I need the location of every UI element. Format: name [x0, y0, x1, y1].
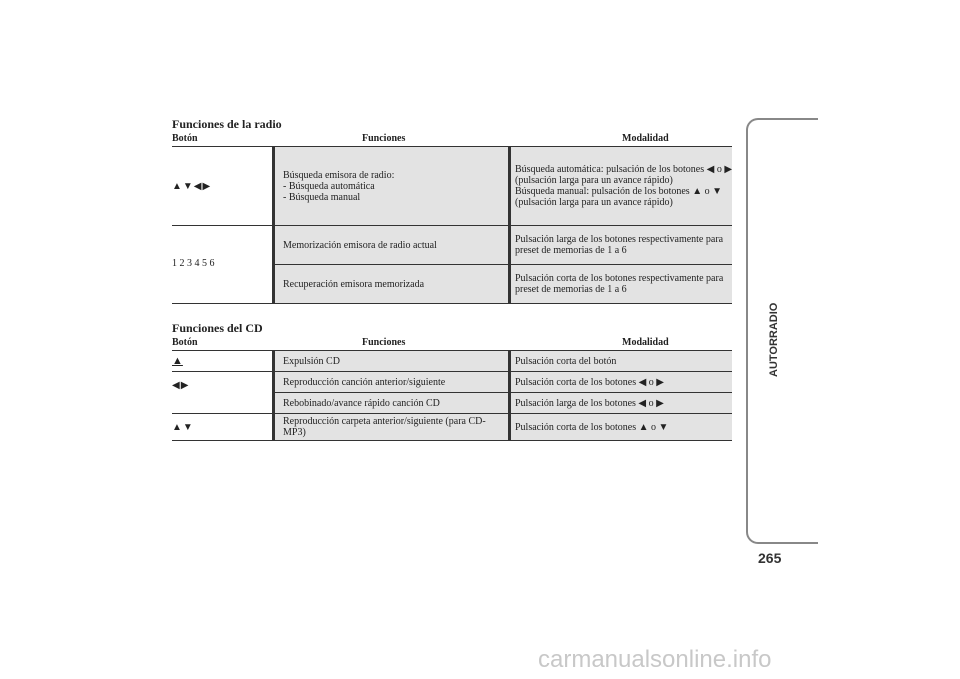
- header-functions: Funciones: [362, 133, 406, 144]
- table-row: [172, 351, 732, 372]
- radio-table: [172, 132, 732, 304]
- mode-cell: Pulsación larga de los botones respectivamente para preset de memorias de 1 a 6: [508, 226, 732, 264]
- table-row: [172, 147, 732, 226]
- function-cell: Reproducción canción anterior/siguiente: [272, 372, 508, 392]
- up-down-arrows-icon: ▲▼: [172, 421, 194, 433]
- left-right-arrows-icon: ◀▶: [172, 380, 190, 391]
- function-cell: Rebobinado/avance rápido canción CD: [272, 393, 508, 413]
- table-row: [172, 372, 732, 392]
- cd-section-title: Funciones del CD: [172, 321, 263, 335]
- watermark: carmanualsonline.info: [538, 646, 772, 673]
- arrow-buttons-icon: ▲▼◀▶: [172, 180, 212, 192]
- table-row: [172, 414, 732, 441]
- header-modality: Modalidad: [622, 133, 669, 144]
- mode-cell: Búsqueda automática: pulsación de los botones ◀ o ▶ (pulsación larga para un avance rápido) Búsqueda manual: pulsación de los botones ▲ o ▼ (pulsación larga para un avance rápido): [508, 147, 732, 225]
- function-cell: Recuperación emisora memorizada: [272, 265, 508, 303]
- mode-cell: Pulsación corta de los botones ▲ o ▼: [508, 414, 732, 440]
- page-number: 265: [758, 550, 782, 566]
- header-functions: Funciones: [362, 337, 406, 348]
- mode-cell: Pulsación corta de los botones ◀ o ▶: [508, 372, 732, 392]
- eject-icon: ▲: [172, 354, 183, 367]
- chapter-label: AUTORRADIO: [768, 302, 780, 378]
- function-cell: Expulsión CD: [272, 351, 508, 371]
- header-button: Botón: [172, 133, 198, 144]
- cd-table-header: [172, 336, 732, 351]
- function-cell: Búsqueda emisora de radio: - Búsqueda automática - Búsqueda manual: [272, 147, 508, 225]
- table-row: [172, 226, 732, 264]
- function-cell: Reproducción carpeta anterior/siguiente (para CD-MP3): [272, 414, 508, 440]
- radio-table-header: [172, 132, 732, 147]
- function-cell: Memorización emisora de radio actual: [272, 226, 508, 264]
- radio-section-title: Funciones de la radio: [172, 117, 282, 131]
- table-row: [172, 265, 732, 304]
- mode-cell: Pulsación corta del botón: [508, 351, 732, 371]
- header-modality: Modalidad: [622, 337, 669, 348]
- header-button: Botón: [172, 337, 198, 348]
- mode-cell: Pulsación corta de los botones respectivamente para preset de memorias de 1 a 6: [508, 265, 732, 303]
- cd-table: [172, 336, 732, 441]
- preset-buttons-label: 1 2 3 4 5 6: [172, 258, 215, 269]
- table-row: [172, 393, 732, 414]
- mode-cell: Pulsación larga de los botones ◀ o ▶: [508, 393, 732, 413]
